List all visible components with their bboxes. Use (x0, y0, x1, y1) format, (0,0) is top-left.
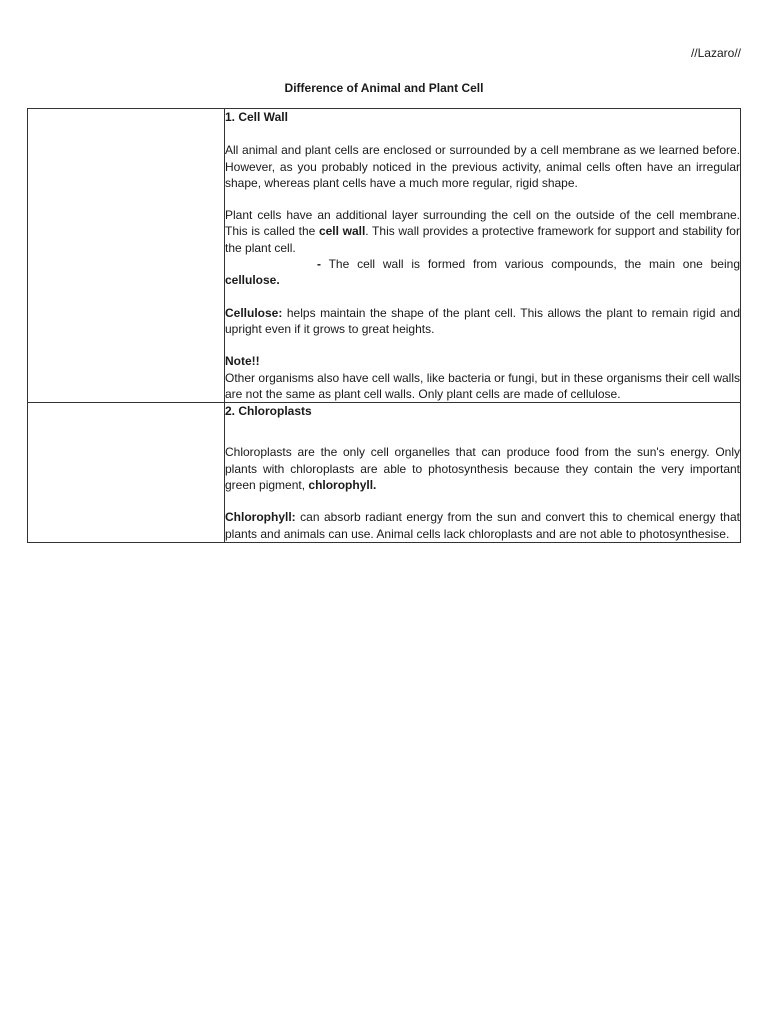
empty-left-cell (28, 403, 225, 543)
cell-wall-paragraph-2 (225, 207, 740, 288)
section-heading-chloroplasts: 2. Chloroplasts (225, 404, 312, 419)
author-tag: //Lazaro// (690, 46, 741, 60)
chloroplasts-content (225, 403, 741, 543)
document-title: Difference of Animal and Plant Cell (284, 81, 484, 95)
note-text: Other organisms also have cell walls, like bacteria or fungi, but in these organisms their cell walls are not the same as plant cell walls. Only plant cells are made of cellulose. (225, 370, 740, 401)
chlorophyll-text: can absorb radiant energy from the sun and convert this to chemical energy that plants and animals can use. Animal cells lack chloroplasts and are not able to photosynthesise. (225, 510, 740, 541)
chloroplasts-paragraph-1 (225, 444, 740, 493)
empty-left-cell (28, 109, 225, 403)
table-row-cell-wall (28, 109, 741, 403)
cellulose-label: Cellulose: (225, 305, 283, 320)
cellulose-term: cellulose. (225, 273, 280, 288)
cell-wall-p2-text-before: Plant cells have an additional layer surrounding the cell on the outside of the cell membrane. This is called the (225, 208, 740, 239)
table-row-chloroplasts (28, 403, 741, 543)
cell-wall-p2-text-after: . This wall provides a protective framework for support and stability for the plant cell. (225, 224, 740, 255)
cell-wall-paragraph-1: All animal and plant cells are enclosed or surrounded by a cell membrane as we learned before. However, as you probably noticed in the previous activity, animal cells often have an irregular shape, whereas plant cells have a much more regular, rigid shape. (225, 143, 740, 190)
bullet-dash: - (317, 257, 321, 272)
chlorophyll-paragraph (225, 509, 740, 542)
comparison-table (27, 108, 741, 543)
chlorophyll-term: chlorophyll. (308, 478, 377, 493)
note-paragraph (225, 353, 740, 402)
cell-wall-content (225, 109, 741, 403)
cellulose-text: helps maintain the shape of the plant cell. This allows the plant to remain rigid and upright even if it grows to great heights. (225, 305, 740, 336)
note-title: Note!! (225, 354, 260, 369)
chlorophyll-label: Chlorophyll: (225, 510, 296, 525)
section-heading-cell-wall: 1. Cell Wall (225, 110, 288, 124)
cell-wall-term: cell wall (318, 224, 366, 239)
cellulose-paragraph (225, 305, 740, 338)
bullet-text: The cell wall is formed from various compounds, the main one being (321, 257, 740, 272)
chloroplasts-p1-text: Chloroplasts are the only cell organelles that can produce food from the sun's energy. Only plants with chloroplasts are able to photosynthesis because they contain the very important green pigment, (225, 445, 740, 493)
